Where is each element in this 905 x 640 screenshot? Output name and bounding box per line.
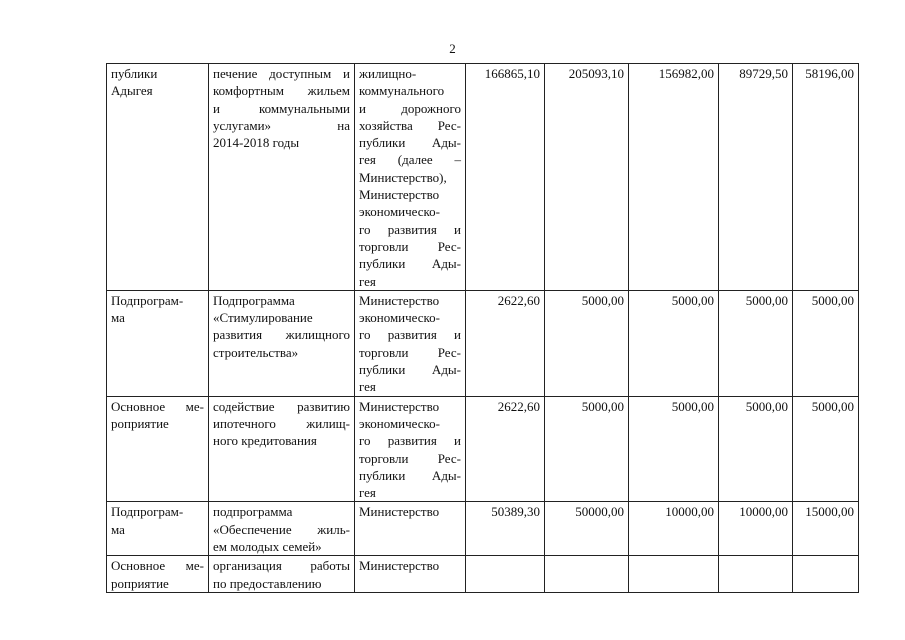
value-cell: 5000,00 bbox=[793, 290, 859, 396]
cell-line: экономическо- bbox=[359, 415, 441, 431]
value-cell: 15000,00 bbox=[793, 502, 859, 556]
cell-line: комфортным жильем bbox=[213, 83, 350, 99]
row-type-cell bbox=[107, 290, 209, 396]
cell-line: публики bbox=[111, 66, 158, 81]
cell-line: Основное ме- bbox=[111, 398, 204, 414]
cell-line: печение доступным и bbox=[213, 66, 350, 81]
cell-line: публики Ады- bbox=[359, 135, 461, 151]
cell-line: Подпрограм- bbox=[111, 504, 184, 520]
description-cell bbox=[209, 396, 355, 502]
cell-line: хозяйства Рес- bbox=[359, 117, 461, 133]
cell-line: Адыгея bbox=[111, 83, 153, 99]
cell-line: экономическо- bbox=[359, 310, 441, 326]
cell-line: Министерство bbox=[359, 187, 440, 203]
value-cell: 5000,00 bbox=[545, 396, 629, 502]
value-cell: 156982,00 bbox=[629, 64, 719, 291]
value-cell: 2622,60 bbox=[466, 290, 545, 396]
cell-line: организация работы bbox=[213, 558, 350, 574]
value-cell: 205093,10 bbox=[545, 64, 629, 291]
value-cell: 50389,30 bbox=[466, 502, 545, 556]
value-cell: 50000,00 bbox=[545, 502, 629, 556]
cell-line: ного кредитования bbox=[213, 433, 317, 449]
cell-line: публики Ады- bbox=[359, 362, 461, 378]
value-cell bbox=[719, 556, 793, 593]
cell-line: Подпрограмма bbox=[213, 292, 295, 308]
cell-line: торговли Рес- bbox=[359, 450, 461, 466]
row-type-cell bbox=[107, 556, 209, 593]
budget-table bbox=[106, 63, 859, 593]
value-cell: 89729,50 bbox=[719, 64, 793, 291]
value-cell: 5000,00 bbox=[793, 396, 859, 502]
table-row bbox=[107, 290, 859, 396]
cell-line: по предоставлению bbox=[213, 575, 322, 591]
cell-line: развития жилищного bbox=[213, 327, 350, 343]
row-type-cell bbox=[107, 64, 209, 291]
responsible-cell bbox=[355, 64, 466, 291]
value-cell: 5000,00 bbox=[719, 290, 793, 396]
cell-line: жилищно- bbox=[359, 66, 417, 81]
table-row bbox=[107, 396, 859, 502]
cell-line: строительства» bbox=[213, 344, 299, 360]
cell-line: публики Ады- bbox=[359, 467, 461, 483]
description-cell bbox=[209, 502, 355, 556]
table-row bbox=[107, 502, 859, 556]
cell-line: Министерство bbox=[359, 558, 440, 574]
row-type-cell bbox=[107, 396, 209, 502]
cell-line: ма bbox=[111, 310, 125, 326]
cell-line: Основное ме- bbox=[111, 558, 204, 574]
value-cell: 2622,60 bbox=[466, 396, 545, 502]
description-cell bbox=[209, 556, 355, 593]
cell-line: роприятие bbox=[111, 575, 169, 591]
cell-line: Министерство), bbox=[359, 169, 447, 185]
cell-line: подпрограмма bbox=[213, 504, 293, 520]
cell-line: го развития и bbox=[359, 221, 461, 237]
cell-line: «Обеспечение жиль- bbox=[213, 521, 350, 537]
cell-line: и коммунальными bbox=[213, 100, 350, 116]
cell-line: Министерство bbox=[359, 398, 440, 414]
cell-line: ем молодых семей» bbox=[213, 539, 322, 555]
value-cell: 5000,00 bbox=[629, 396, 719, 502]
cell-line: Подпрограм- bbox=[111, 292, 184, 308]
cell-line: публики Ады- bbox=[359, 256, 461, 272]
value-cell bbox=[466, 556, 545, 593]
cell-line: торговли Рес- bbox=[359, 344, 461, 360]
cell-line: гея bbox=[359, 485, 376, 501]
responsible-cell bbox=[355, 556, 466, 593]
cell-line: ма bbox=[111, 521, 125, 537]
value-cell: 166865,10 bbox=[466, 64, 545, 291]
value-cell bbox=[793, 556, 859, 593]
cell-line: гея (далее – bbox=[359, 152, 461, 168]
value-cell bbox=[545, 556, 629, 593]
cell-line: торговли Рес- bbox=[359, 238, 461, 254]
responsible-cell bbox=[355, 502, 466, 556]
cell-line: и дорожного bbox=[359, 100, 461, 116]
table-row bbox=[107, 64, 859, 291]
description-cell bbox=[209, 290, 355, 396]
value-cell: 58196,00 bbox=[793, 64, 859, 291]
cell-line: Министерство bbox=[359, 292, 440, 308]
cell-line: содействие развитию bbox=[213, 398, 350, 414]
page-number: 2 bbox=[449, 41, 456, 56]
responsible-cell bbox=[355, 290, 466, 396]
cell-line: 2014-2018 годы bbox=[213, 135, 300, 151]
cell-line: Министерство bbox=[359, 504, 440, 520]
cell-line: «Стимулирование bbox=[213, 310, 313, 326]
responsible-cell bbox=[355, 396, 466, 502]
cell-line: го развития и bbox=[359, 433, 461, 449]
description-cell bbox=[209, 64, 355, 291]
value-cell: 10000,00 bbox=[719, 502, 793, 556]
value-cell: 10000,00 bbox=[629, 502, 719, 556]
cell-line: гея bbox=[359, 273, 376, 289]
value-cell: 5000,00 bbox=[719, 396, 793, 502]
cell-line: ипотечного жилищ- bbox=[213, 415, 350, 431]
row-type-cell bbox=[107, 502, 209, 556]
table-row bbox=[107, 556, 859, 593]
cell-line: гея bbox=[359, 379, 376, 395]
value-cell: 5000,00 bbox=[629, 290, 719, 396]
cell-line: услугами» на bbox=[213, 117, 350, 133]
cell-line: го развития и bbox=[359, 327, 461, 343]
cell-line: коммунального bbox=[359, 83, 445, 99]
cell-line: роприятие bbox=[111, 415, 169, 431]
value-cell: 5000,00 bbox=[545, 290, 629, 396]
cell-line: экономическо- bbox=[359, 204, 441, 220]
value-cell bbox=[629, 556, 719, 593]
